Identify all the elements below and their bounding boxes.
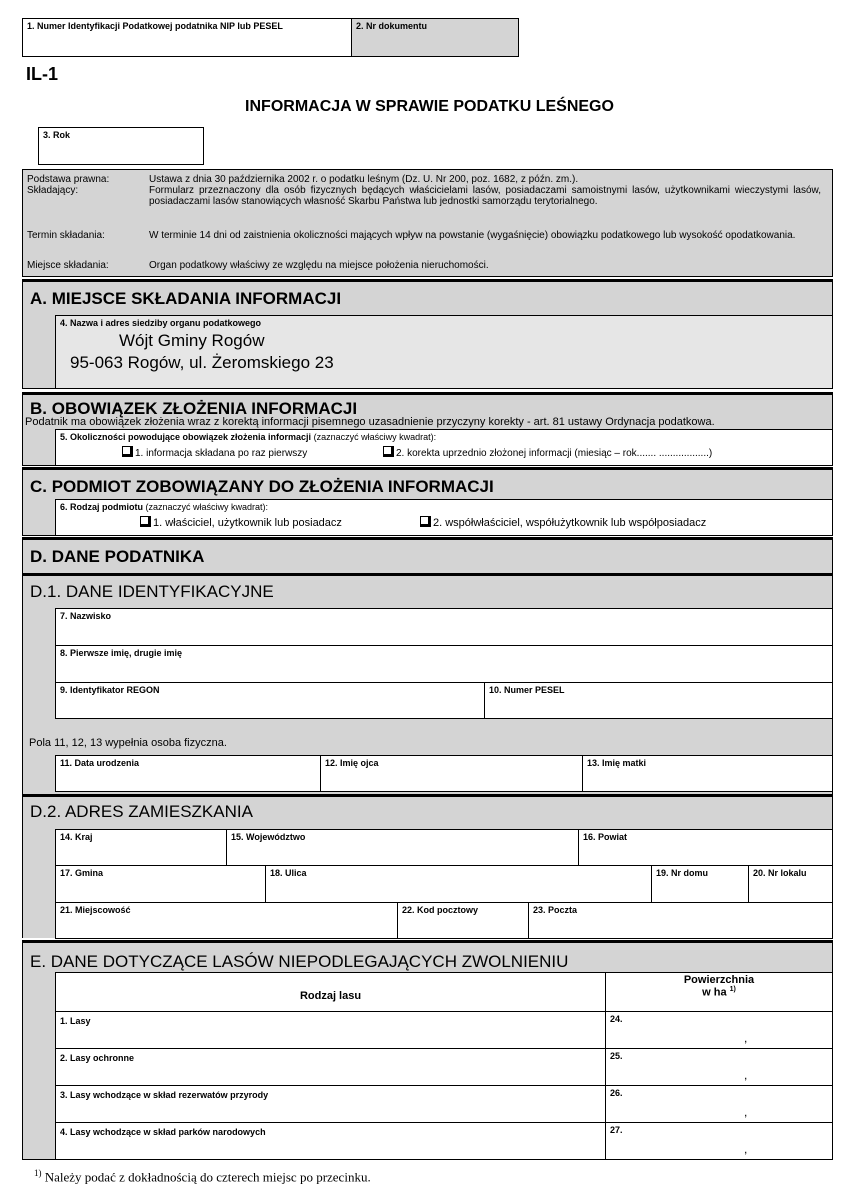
surname-label: 7. Nazwisko xyxy=(60,611,112,621)
park-forest-row-label-cell xyxy=(55,1122,606,1160)
protective-forest-area-field[interactable] xyxy=(605,1048,833,1086)
entity-type-label xyxy=(60,502,268,512)
deadline-label: Termin składania: xyxy=(27,230,105,241)
footnote-text: Należy podać z dokładnością do czterech miejsc po przecinku. xyxy=(44,1169,371,1185)
d1-title: D.1. DANE IDENTYFIKACYJNE xyxy=(30,582,274,601)
pesel-field[interactable] xyxy=(484,682,833,719)
park-forest-area-comma: , xyxy=(744,1142,748,1156)
field6-label: 6. Rodzaj podmiotu xyxy=(60,502,143,512)
forest-row-label: 1. Lasy xyxy=(60,1016,91,1026)
nip-pesel-field[interactable] xyxy=(22,18,352,57)
reserve-forest-area-label: 26. xyxy=(610,1088,623,1098)
pesel-label: 10. Numer PESEL xyxy=(489,685,565,695)
footnote-marker: 1) xyxy=(34,1168,42,1178)
entity-option-2-checkbox[interactable] xyxy=(420,516,431,527)
place-label: Miejsce składania: xyxy=(27,260,109,271)
locality-label: 21. Miejscowość xyxy=(60,905,131,915)
postal-code-label: 22. Kod pocztowy xyxy=(402,905,479,915)
commune-field[interactable] xyxy=(55,865,266,903)
entity-option-2[interactable] xyxy=(420,516,706,529)
first-names-field[interactable] xyxy=(55,645,833,683)
year-label: 3. Rok xyxy=(43,130,71,140)
reserve-forest-area-field[interactable] xyxy=(605,1085,833,1123)
entity-type-field xyxy=(55,499,833,536)
forest-type-column-header xyxy=(55,972,606,1012)
section-a-title: A. MIEJSCE SKŁADANIA INFORMACJI xyxy=(30,289,342,308)
reason-option-1-checkbox[interactable] xyxy=(122,446,133,457)
post-office-label: 23. Poczta xyxy=(533,905,578,915)
area-column-header xyxy=(605,972,833,1012)
reserve-forest-row-label-cell xyxy=(55,1085,606,1123)
voivodeship-label: 15. Województwo xyxy=(231,832,306,842)
section-b-note: Podatnik ma obowiązek złożenia wraz z korektą informacji pisemnego uzasadnienie przyczyny korekty - art. 81 ustawy Ordynacja podatkowa. xyxy=(25,416,715,428)
nip-pesel-label: 1. Numer Identyfikacji Podatkowej podatnika NIP lub PESEL xyxy=(27,21,283,31)
father-name-label: 12. Imię ojca xyxy=(325,758,379,768)
natural-person-note: Pola 11, 12, 13 wypełnia osoba fizyczna. xyxy=(29,737,227,749)
forest-area-label: 24. xyxy=(610,1014,623,1024)
house-number-label: 19. Nr domu xyxy=(656,868,709,878)
postal-code-field[interactable] xyxy=(397,902,529,939)
reason-option-1[interactable] xyxy=(122,446,307,459)
authority-address: 95-063 Rogów, ul. Żeromskiego 23 xyxy=(70,353,334,372)
tax-authority-field xyxy=(55,315,833,389)
section-e-title: E. DANE DOTYCZĄCE LASÓW NIEPODLEGAJĄCYCH ZWOLNIENIU xyxy=(30,952,569,971)
father-name-field[interactable] xyxy=(320,755,583,792)
reason-option-2[interactable] xyxy=(383,446,712,459)
area-footnote-ref: 1) xyxy=(729,986,736,993)
area-unit: w ha xyxy=(702,986,727,999)
submission-reason-field xyxy=(55,429,833,466)
legal-basis-text: Ustawa z dnia 30 października 2002 r. o podatku leśnym (Dz. U. Nr 200, poz. 1682, z późn. zm.). xyxy=(149,174,579,185)
year-field[interactable] xyxy=(38,127,204,165)
park-forest-area-label: 27. xyxy=(610,1125,623,1135)
section-b-title: B. OBOWIĄZEK ZŁOŻENIA INFORMACJI xyxy=(30,399,358,418)
reason-option-1-label: 1. informacja składana po raz pierwszy xyxy=(135,448,308,459)
post-office-field[interactable] xyxy=(528,902,833,939)
first-names-label: 8. Pierwsze imię, drugie imię xyxy=(60,648,183,658)
d1-divider xyxy=(22,573,833,576)
surname-field[interactable] xyxy=(55,608,833,646)
forest-area-comma: , xyxy=(744,1031,748,1045)
protective-forest-area-label: 25. xyxy=(610,1051,623,1061)
submitter-text: Formularz przeznaczony dla osób fizycznych będących właścicielami lasów, posiadaczami samoistnymi lasów, użytkownikami wieczystymi lasów, posiadaczami lasów stanowiących własność Skarbu Państwa lub jednostki samorządu terytorialnego. xyxy=(149,185,821,207)
field5-hint: (zaznaczyć właściwy kwadrat): xyxy=(313,432,437,442)
section-c-title: C. PODMIOT ZOBOWIĄZANY DO ZŁOŻENIA INFORMACJI xyxy=(30,477,494,496)
legal-basis-label: Podstawa prawna: xyxy=(27,174,110,185)
reserve-forest-row-label: 3. Lasy wchodzące w skład rezerwatów przyrody xyxy=(60,1090,269,1100)
district-label: 16. Powiat xyxy=(583,832,628,842)
d2-title: D.2. ADRES ZAMIESZKANIA xyxy=(30,802,253,821)
deadline-text: W terminie 14 dni od zaistnienia okoliczności mających wpływ na powstanie (wygaśnięcie) obowiązku podatkowego lub wysokość opodatkowania. xyxy=(149,230,796,241)
reason-option-2-label: 2. korekta uprzednio złożonej informacji (miesiąc – rok....... ..................) xyxy=(396,448,713,459)
field5-label: 5. Okoliczności powodujące obowiązek złożenia informacji xyxy=(60,432,312,442)
country-label: 14. Kraj xyxy=(60,832,93,842)
regon-label: 9. Identyfikator REGON xyxy=(60,685,160,695)
document-number-label: 2. Nr dokumentu xyxy=(356,21,428,31)
entity-option-2-label: 2. współwłaściciel, współużytkownik lub współposiadacz xyxy=(433,517,707,529)
country-field[interactable] xyxy=(55,829,227,866)
submission-reason-label xyxy=(60,432,436,442)
entity-option-1[interactable] xyxy=(140,516,342,529)
page-title: INFORMACJA W SPRAWIE PODATKU LEŚNEGO xyxy=(245,98,614,115)
protective-forest-area-comma: , xyxy=(744,1068,748,1082)
street-field[interactable] xyxy=(265,865,652,903)
forest-row-label-cell xyxy=(55,1011,606,1049)
document-number-field xyxy=(351,18,519,57)
forest-area-field[interactable] xyxy=(605,1011,833,1049)
birth-date-label: 11. Data urodzenia xyxy=(60,758,140,768)
street-label: 18. Ulica xyxy=(270,868,307,878)
forest-type-header-text: Rodzaj lasu xyxy=(299,990,362,1002)
authority-name: Wójt Gminy Rogów xyxy=(119,331,265,350)
locality-field[interactable] xyxy=(55,902,398,939)
place-text: Organ podatkowy właściwy ze względu na miejsce położenia nieruchomości. xyxy=(149,260,489,271)
section-d-title: D. DANE PODATNIKA xyxy=(30,547,205,566)
area-unit-text xyxy=(606,986,832,999)
form-code: IL-1 xyxy=(26,64,59,84)
apartment-number-label: 20. Nr lokalu xyxy=(753,868,807,878)
tax-authority-label: 4. Nazwa i adres siedziby organu podatkowego xyxy=(60,318,262,328)
area-header-text: Powierzchnia xyxy=(683,974,755,986)
submitter-label: Składający: xyxy=(27,185,79,196)
park-forest-area-field[interactable] xyxy=(605,1122,833,1160)
reason-option-2-checkbox[interactable] xyxy=(383,446,394,457)
entity-option-1-label: 1. właściciel, użytkownik lub posiadacz xyxy=(153,517,342,529)
field6-hint: (zaznaczyć właściwy kwadrat): xyxy=(145,502,269,512)
voivodeship-field[interactable] xyxy=(226,829,579,866)
district-field[interactable] xyxy=(578,829,833,866)
footnote xyxy=(34,1168,371,1185)
reserve-forest-area-comma: , xyxy=(744,1105,748,1119)
mother-name-label: 13. Imię matki xyxy=(587,758,647,768)
park-forest-row-label: 4. Lasy wchodzące w skład parków narodowych xyxy=(60,1127,266,1137)
mother-name-field[interactable] xyxy=(582,755,833,792)
d2-divider xyxy=(22,794,833,797)
birth-date-field[interactable] xyxy=(55,755,321,792)
commune-label: 17. Gmina xyxy=(60,868,104,878)
apartment-number-field[interactable] xyxy=(748,865,833,903)
protective-forest-row-label: 2. Lasy ochronne xyxy=(60,1053,135,1063)
house-number-field[interactable] xyxy=(651,865,749,903)
protective-forest-row-label-cell xyxy=(55,1048,606,1086)
regon-field[interactable] xyxy=(55,682,485,719)
entity-option-1-checkbox[interactable] xyxy=(140,516,151,527)
